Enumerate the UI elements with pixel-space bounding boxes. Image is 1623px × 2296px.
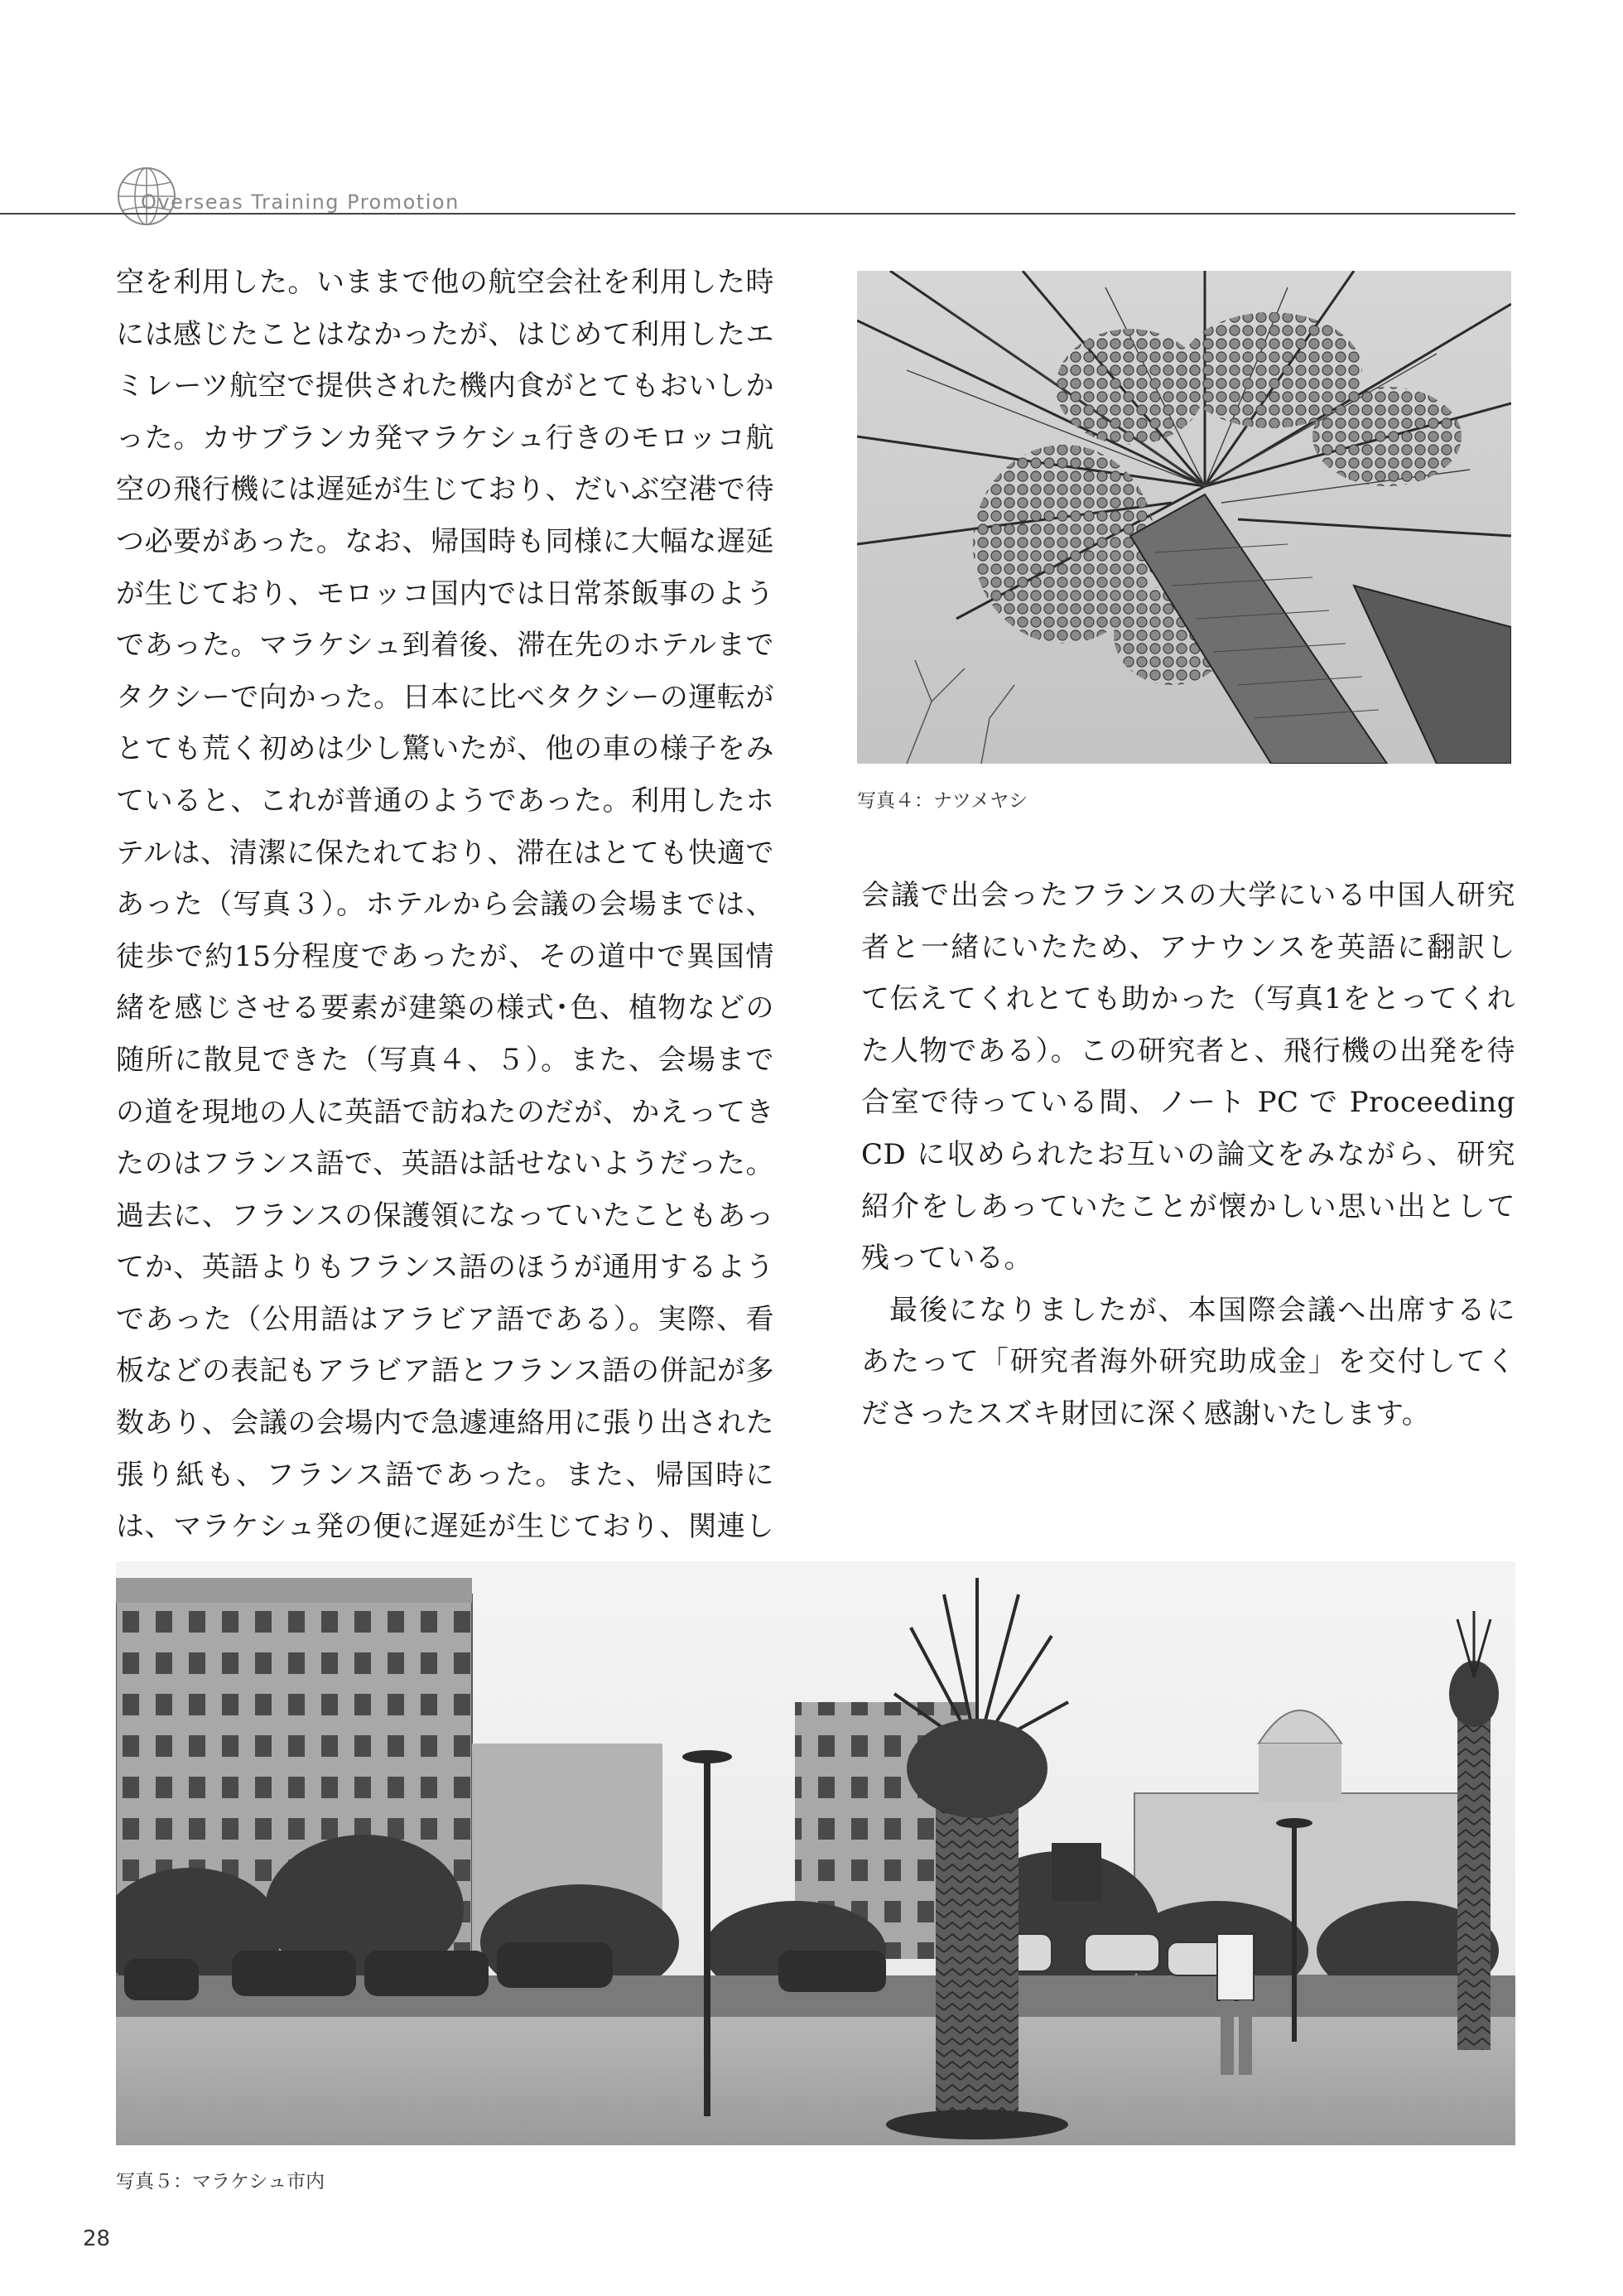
- photo5-caption: 写真５：マラケシュ市内: [116, 2171, 325, 2192]
- marrakech-street-image: [116, 1561, 1515, 2145]
- acknowledgement-paragraph: 最後になりましたが、本国際会議へ出席するにあたって「研究者海外研究助成金」を交付してくださったスズキ財団に深く感謝いたします。: [861, 1293, 1515, 1430]
- section-title: Overseas Training Promotion: [141, 191, 460, 214]
- left-column: [116, 257, 774, 1657]
- photo-marrakech-street: [116, 1561, 1515, 2145]
- page-number: 28: [83, 2226, 111, 2251]
- date-palm-image: [857, 271, 1511, 764]
- body-paragraph: 会議で出会ったフランスの大学にいる中国人研究者と一緒にいたため、アナウンスを英語に翻訳して伝えてくれとても助かった（写真1をとってくれた人物である）。この研究者と、飛行機の出発を待合室で待っている間、ノート PC で Proceeding CD に収められたお互いの論文をみながら、研究紹介をしあっていたことが懐かしい思い出として残っている。: [861, 879, 1515, 1276]
- right-column: [861, 870, 1515, 1440]
- photo-date-palm: [857, 271, 1511, 764]
- page-header: [0, 166, 1623, 232]
- body-paragraph: 空を利用した。いままで他の航空会社を利用した時には感じたことはなかったが、はじめて利用したエミレーツ航空で提供された機内食がとてもおいしかった。カサブランカ発マラケシュ行きのモロッコ航空の飛行機には遅延が生じており、だいぶ空港で待つ必要があった。なお、帰国時も同様に大幅な遅延が生じており、モロッコ国内では日常茶飯事のようであった。マラケシュ到着後、滞在先のホテルまでタクシーで向かった。日本に比べタクシーの運転がとても荒く初めは少し驚いたが、他の車の様子をみていると、これが普通のようであった。利用したホテルは、清潔に保たれており、滞在はとても快適であった（写真３）。ホテルから会議の会場までは、徒歩で約15分程度であったが、その道中で異国情緒を感じさせる要素が建築の様式･色、植物などの随所に散見できた（写真４、５）。また、会場までの道を現地の人に英語で訪ねたのだが、かえってきたのはフランス語で、英語は話せないようだった。過去に、フランスの保護領になっていたこともあってか、英語よりもフランス語のほうが通用するようであった（公用語はアラビア語である）。実際、看板などの表記もアラビア語とフランス語の併記が多数あり、会議の会場内で急遽連絡用に張り出された張り紙も、フランス語であった。また、帰国時には、マラケシュ発の便に遅延が生じており、関連し: [116, 266, 774, 1544]
- photo4-caption: 写真４：ナツメヤシ: [857, 790, 1028, 812]
